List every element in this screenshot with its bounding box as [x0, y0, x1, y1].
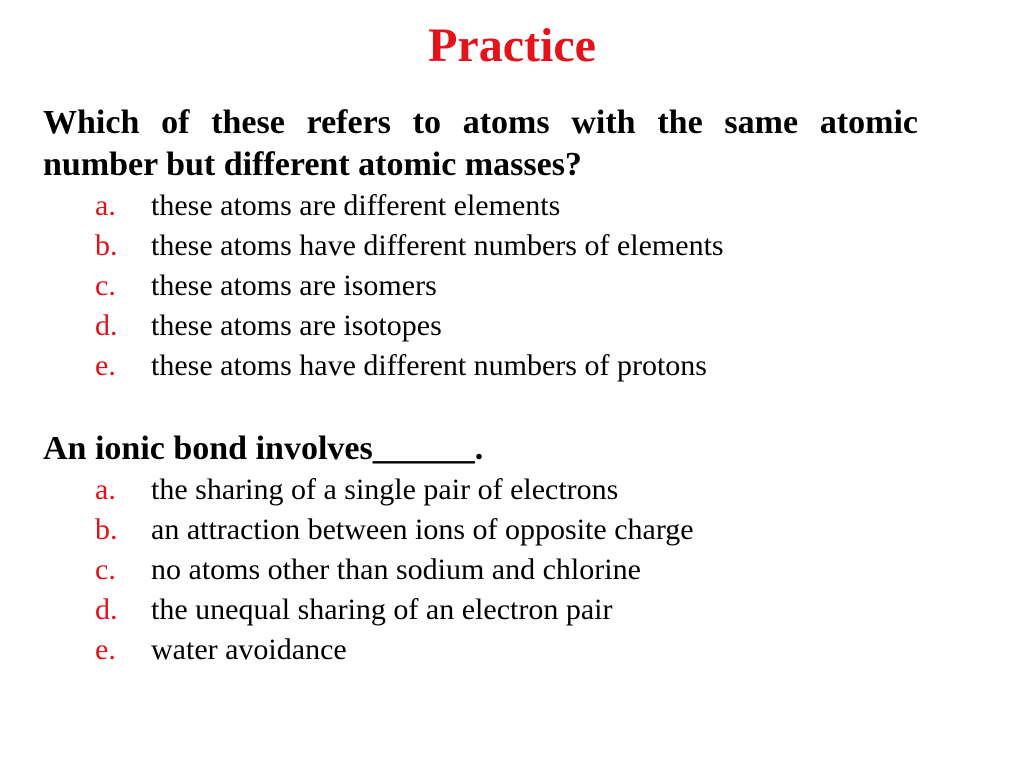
option-2b: [43, 510, 918, 550]
question-2-options: [43, 470, 918, 670]
option-letter: a.: [95, 473, 116, 506]
option-letter: a.: [95, 189, 116, 222]
option-letter: e.: [95, 349, 116, 382]
option-text: no atoms other than sodium and chlorine: [151, 553, 641, 586]
question-2-text: An ionic bond involves______.: [43, 430, 484, 467]
option-text: the sharing of a single pair of electrons: [151, 473, 619, 506]
option-1b: [43, 226, 918, 266]
option-text: these atoms have different numbers of elements: [151, 229, 724, 262]
option-letter: d.: [95, 309, 118, 342]
option-1e: [43, 346, 918, 386]
option-1a: [43, 186, 918, 226]
option-letter: c.: [95, 553, 116, 586]
option-text: these atoms have different numbers of protons: [151, 349, 707, 382]
question-1: [43, 102, 918, 386]
option-text: these atoms are isotopes: [151, 309, 442, 342]
question-2: [43, 428, 918, 670]
option-text: water avoidance: [151, 633, 347, 666]
option-letter: d.: [95, 593, 118, 626]
question-1-options: [43, 186, 918, 386]
option-text: these atoms are different elements: [151, 189, 561, 222]
option-text: an attraction between ions of opposite charge: [151, 513, 694, 546]
slide-title: Practice: [428, 19, 596, 72]
question-1-text: Which of these refers to atoms with the same atomic number but different atomic masses?: [43, 104, 918, 183]
option-letter: e.: [95, 633, 116, 666]
option-letter: c.: [95, 269, 116, 302]
option-2d: [43, 590, 918, 630]
option-1d: [43, 306, 918, 346]
option-text: the unequal sharing of an electron pair: [151, 593, 613, 626]
option-2a: [43, 470, 918, 510]
option-2c: [43, 550, 918, 590]
option-text: these atoms are isomers: [151, 269, 437, 302]
option-letter: b.: [95, 229, 118, 262]
option-2e: [43, 630, 918, 670]
option-letter: b.: [95, 513, 118, 546]
option-1c: [43, 266, 918, 306]
